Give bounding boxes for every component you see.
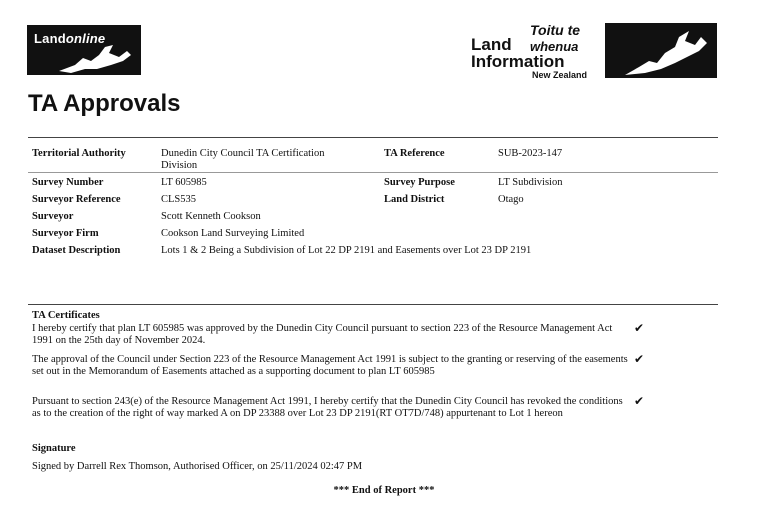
dataset-description-label: Dataset Description [32, 245, 121, 256]
survey-purpose-label: Survey Purpose [384, 177, 455, 188]
dataset-description-value: Lots 1 & 2 Being a Subdivision of Lot 22 DP 2191 and Easements over Lot 23 DP 2191 [161, 245, 532, 256]
land-district-value: Otago [498, 194, 524, 205]
logo-information: Information [471, 52, 565, 71]
divider [28, 172, 718, 173]
linz-logo [470, 23, 718, 79]
surveyor-firm-label: Surveyor Firm [32, 228, 99, 239]
divider [28, 304, 718, 305]
land-district-label: Land District [384, 194, 445, 205]
nz-map-icon [605, 23, 717, 78]
survey-number-value: LT 605985 [161, 177, 207, 188]
territorial-authority-value-1: Dunedin City Council TA Certification [161, 148, 325, 159]
certificate-text: I hereby certify that plan LT 605985 was approved by the Dunedin City Council pursuant to section 223 of the Resource Management Act 1991 on the 25th day of November 2024. [32, 323, 613, 346]
logo-land: Land [471, 35, 512, 54]
signature-text: Signed by Darrell Rex Thomson, Authorised Officer, on 25/11/2024 02:47 PM [32, 461, 363, 472]
page-title: TA Approvals [28, 90, 181, 117]
signature-heading: Signature [32, 443, 76, 454]
certificate-text: Pursuant to section 243(e) of the Resource Management Act 1991, I hereby certify that the Dunedin City Council has revoked the conditions as to the creation of the right of way marked A on DP 23388 over Lot 23 DP 2191(RT OT7D/748) appurtenant to Lot 1 hereon [32, 396, 623, 419]
logo-maori-line-1: Toitu te [530, 22, 581, 38]
checkmark-icon: ✔ [633, 352, 645, 366]
surveyor-reference-label: Surveyor Reference [32, 194, 121, 205]
nz-map-box [605, 23, 717, 78]
landonline-wordmark: Landonline [34, 31, 106, 46]
survey-number-label: Survey Number [32, 177, 104, 188]
logo-maori-line-2: whenua [530, 39, 579, 54]
ta-reference-value: SUB-2023-147 [498, 148, 563, 159]
survey-purpose-value: LT Subdivision [498, 177, 563, 188]
territorial-authority-value-2: Division [161, 160, 198, 171]
territorial-authority-label: Territorial Authority [32, 148, 126, 159]
surveyor-reference-value: CLS535 [161, 194, 197, 205]
surveyor-firm-value: Cookson Land Surveying Limited [161, 228, 305, 239]
checkmark-icon: ✔ [633, 321, 645, 335]
landonline-logo [27, 25, 141, 75]
certificates-heading: TA Certificates [32, 310, 100, 321]
surveyor-label: Surveyor [32, 211, 74, 222]
certificate-text: The approval of the Council under Section 223 of the Resource Management Act 1991 is subject to the granting or reserving of the easements set out in the Memorandum of Easements attached as a supporting document to plan LT 605985 [32, 354, 628, 377]
surveyor-value: Scott Kenneth Cookson [161, 211, 261, 222]
ta-reference-label: TA Reference [384, 148, 445, 159]
divider [28, 137, 718, 138]
logo-country: New Zealand [532, 70, 588, 80]
checkmark-icon: ✔ [633, 394, 645, 408]
end-of-report: *** End of Report *** [333, 485, 435, 496]
